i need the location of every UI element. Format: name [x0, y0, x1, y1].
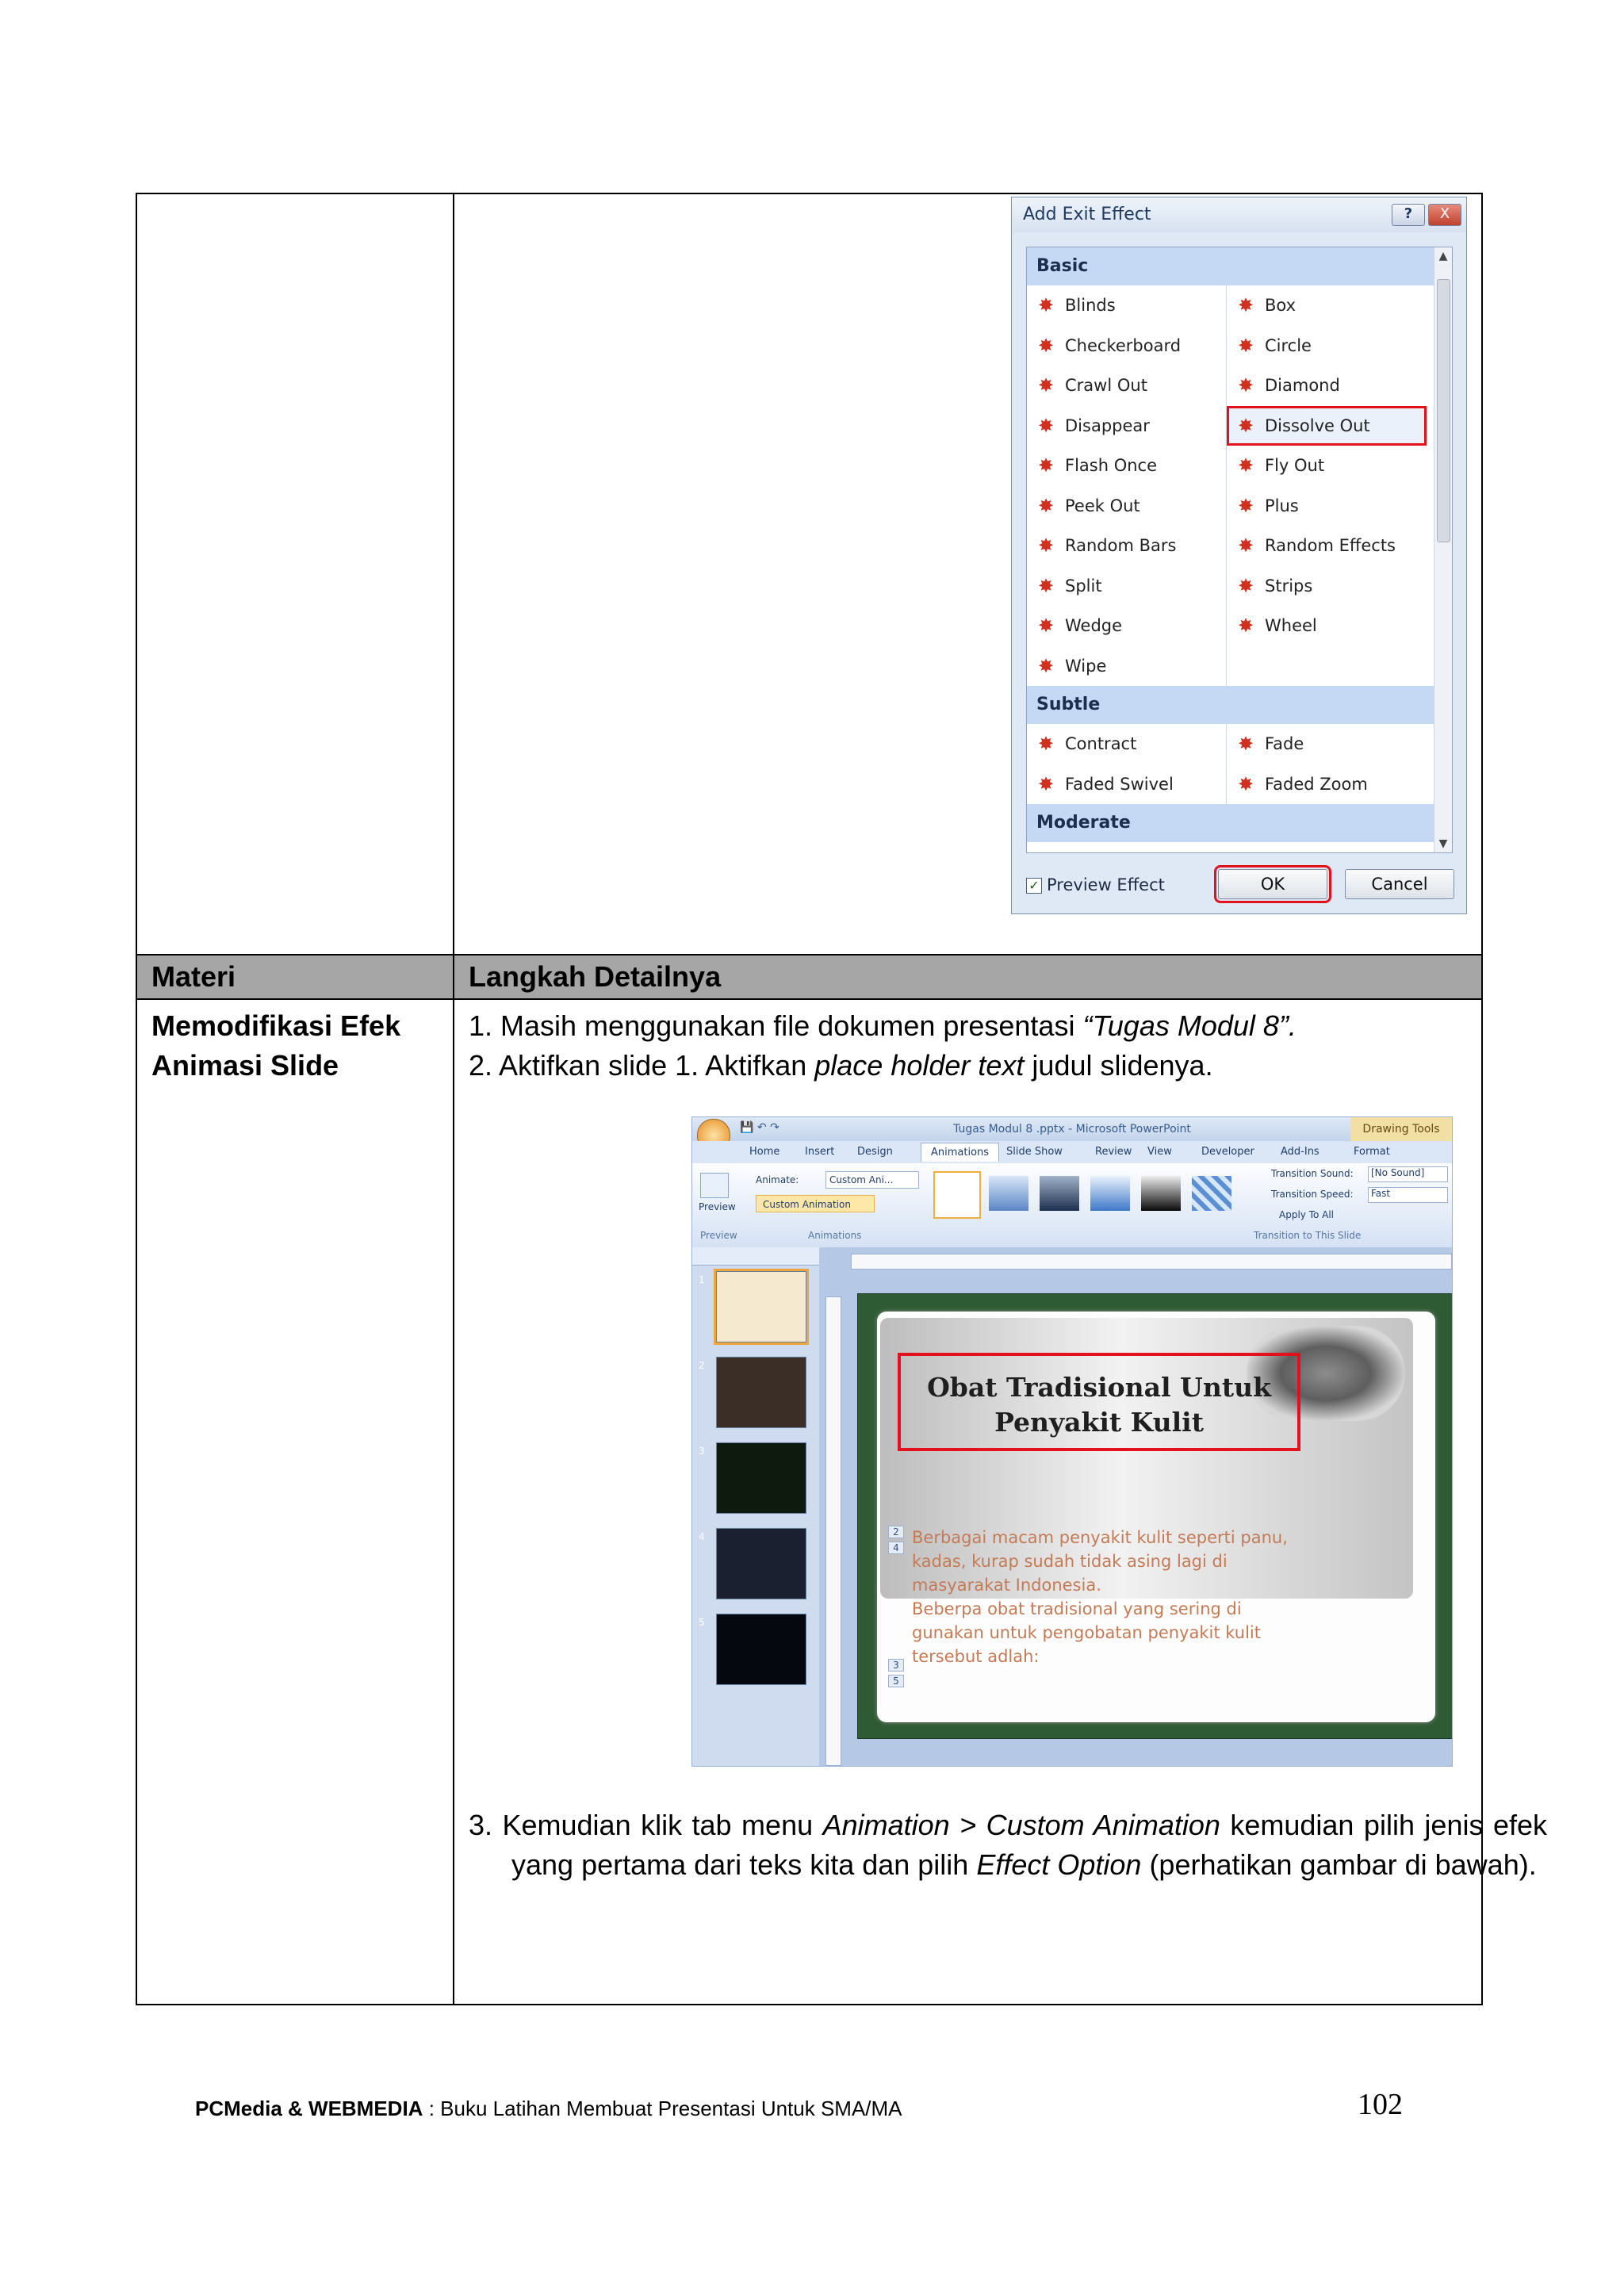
effect-label: Plus	[1265, 496, 1299, 515]
effect-label: Fly Out	[1265, 456, 1325, 476]
ribbon-tab[interactable]: Animations	[921, 1143, 999, 1162]
effect-star-icon: ✸	[1038, 454, 1055, 477]
preview-label[interactable]: Preview	[699, 1201, 736, 1212]
preview-effect-label: Preview Effect	[1047, 875, 1165, 894]
slide-number: 4	[699, 1531, 705, 1542]
effect-label: Wheel	[1265, 616, 1317, 636]
ribbon-tab[interactable]: Format	[1354, 1146, 1390, 1158]
effect-star-icon: ✸	[1238, 414, 1254, 437]
effect-star-icon: ✸	[1038, 574, 1055, 597]
effect-item[interactable]	[1027, 446, 1227, 486]
effect-star-icon: ✸	[1038, 615, 1055, 638]
effect-label: Crawl Out	[1065, 376, 1147, 396]
preview-icon[interactable]	[700, 1173, 729, 1198]
slide-number: 1	[699, 1274, 705, 1285]
dialog-footer	[1026, 864, 1455, 904]
slide-number: 3	[699, 1446, 705, 1457]
effect-star-icon: ✸	[1238, 294, 1254, 317]
powerpoint-screenshot	[691, 1116, 1453, 1767]
step-3-text-b: kemudian pilih jenis efek yang pertama dari teks kita dan pilih	[511, 1809, 1547, 1881]
transition-thumb[interactable]	[989, 1176, 1028, 1211]
transition-thumb[interactable]	[933, 1171, 981, 1219]
step-2-suffix: judul slidenya.	[1024, 1049, 1213, 1082]
close-button[interactable]: X	[1428, 204, 1461, 226]
scroll-thumb[interactable]	[1437, 279, 1450, 542]
effect-item[interactable]	[1027, 526, 1227, 566]
effect-label: Faded Zoom	[1265, 774, 1368, 794]
effect-star-icon: ✸	[1238, 733, 1254, 756]
effect-star-icon: ✸	[1238, 574, 1254, 597]
footer-brand: PCMedia & WEBMEDIA	[195, 2097, 423, 2120]
materi-title: Memodifikasi Efek Animasi Slide	[151, 1009, 401, 1082]
effect-label: Diamond	[1265, 376, 1340, 396]
effect-item[interactable]	[1027, 326, 1227, 366]
effect-item[interactable]	[1227, 724, 1427, 764]
effects-list[interactable]	[1026, 247, 1453, 853]
effect-item[interactable]	[1227, 764, 1427, 805]
vertical-ruler	[825, 1296, 841, 1766]
effect-label: Split	[1065, 576, 1102, 596]
effect-item	[1227, 646, 1427, 687]
group-transition-label: Transition to This Slide	[1254, 1230, 1362, 1241]
slide-body-line: gunakan untuk pengobatan penyakit kulit	[912, 1623, 1261, 1642]
effect-star-icon: ✸	[1238, 772, 1254, 795]
step-3-effect-option: Effect Option	[976, 1848, 1142, 1881]
animate-label: Animate:	[756, 1174, 799, 1185]
scroll-up-icon[interactable]: ▲	[1438, 250, 1448, 262]
custom-animation-button[interactable]: Custom Animation	[756, 1195, 875, 1212]
ribbon-tab[interactable]: Developer	[1201, 1146, 1254, 1158]
ribbon-tab[interactable]: View	[1147, 1146, 1172, 1158]
transition-thumb[interactable]	[1192, 1176, 1231, 1211]
step-3	[469, 1806, 1547, 1885]
category-header: Moderate	[1027, 804, 1434, 842]
quick-access-icons[interactable]: 💾 ↶ ↷	[740, 1121, 779, 1134]
page-number: 102	[1358, 2088, 1403, 2121]
add-exit-effect-dialog	[1011, 197, 1467, 914]
step-1-text: 1. Masih menggunakan file dokumen presentasi	[469, 1009, 1083, 1042]
help-button[interactable]: ?	[1392, 204, 1425, 226]
slide-body-line: Beberpa obat tradisional yang sering di	[912, 1599, 1242, 1618]
effect-star-icon: ✸	[1038, 374, 1055, 397]
effect-label: Dissolve Out	[1265, 416, 1370, 435]
effect-label: Blinds	[1065, 296, 1116, 316]
effect-label: Wedge	[1065, 616, 1123, 636]
table-cell	[136, 999, 454, 2005]
scroll-down-icon[interactable]: ▼	[1438, 837, 1448, 850]
ribbon-tab[interactable]: Slide Show	[1006, 1146, 1063, 1158]
effect-label: Contract	[1065, 734, 1137, 754]
anim-tag[interactable]: 4	[888, 1541, 904, 1554]
apply-to-all-button[interactable]: Apply To All	[1279, 1209, 1335, 1220]
step-2-em: place holder text	[814, 1049, 1025, 1082]
step-1-file: “Tugas Modul 8”.	[1082, 1009, 1297, 1042]
effect-item[interactable]	[1227, 285, 1427, 326]
step-1	[454, 1000, 1481, 1046]
step-2	[454, 1046, 1481, 1086]
anim-tag[interactable]: 3	[888, 1659, 904, 1672]
transition-thumb[interactable]	[1040, 1176, 1079, 1211]
checkbox-check-icon[interactable]: ✓	[1026, 878, 1042, 894]
effect-label: Circle	[1265, 335, 1312, 355]
effect-item[interactable]	[1227, 606, 1427, 646]
transition-sound-select[interactable]: [No Sound]	[1368, 1166, 1448, 1182]
effect-item[interactable]	[1227, 406, 1427, 446]
category-header: Basic	[1027, 247, 1434, 285]
pp-ribbon	[692, 1163, 1452, 1248]
step-3-text-c: (perhatikan gambar di bawah).	[1141, 1848, 1537, 1881]
slide-thumbnail[interactable]	[716, 1442, 806, 1514]
pp-titlebar	[692, 1117, 1452, 1141]
slide-content	[877, 1312, 1435, 1722]
header-materi: Materi	[136, 955, 454, 999]
step-3-text-a: 3. Kemudian klik tab menu	[469, 1809, 823, 1841]
step-3-menu-path: Animation > Custom Animation	[822, 1809, 1220, 1841]
effect-label: Checkerboard	[1065, 335, 1182, 355]
transition-sound-label: Transition Sound:	[1271, 1168, 1354, 1179]
effect-label: Random Bars	[1065, 536, 1177, 556]
current-slide	[857, 1293, 1453, 1739]
transition-speed-label: Transition Speed:	[1271, 1189, 1354, 1200]
table-cell	[136, 193, 454, 955]
slide-title-placeholder[interactable]: Obat Tradisional Untuk Penyakit Kulit	[901, 1356, 1297, 1448]
effect-star-icon: ✸	[1038, 334, 1055, 357]
ribbon-tab[interactable]: Insert	[805, 1146, 835, 1158]
slide-body-line: masyarakat Indonesia.	[912, 1576, 1101, 1595]
ribbon-tab[interactable]: Add-Ins	[1281, 1146, 1320, 1158]
ribbon-tab[interactable]: Home	[749, 1146, 780, 1158]
effect-star-icon: ✸	[1038, 534, 1055, 557]
effect-star-icon: ✸	[1038, 772, 1055, 795]
effect-label: Wipe	[1065, 656, 1107, 676]
effect-star-icon: ✸	[1038, 494, 1055, 517]
transition-thumb[interactable]	[1090, 1176, 1130, 1211]
slide-body-line: kadas, kurap sudah tidak asing lagi di	[912, 1552, 1228, 1571]
effect-star-icon: ✸	[1038, 414, 1055, 437]
anim-tag[interactable]: 2	[888, 1526, 904, 1538]
horizontal-ruler	[851, 1254, 1452, 1270]
animate-select[interactable]: Custom Ani...	[825, 1171, 919, 1189]
slide-number: 5	[699, 1617, 705, 1628]
slide-editor	[819, 1247, 1452, 1766]
effect-label: Disappear	[1065, 416, 1150, 435]
slides-pane	[692, 1247, 819, 1766]
slide-body-line: tersebut adlah:	[912, 1647, 1040, 1666]
dialog-title-buttons	[1388, 204, 1461, 226]
effect-grid	[1027, 724, 1434, 804]
effect-label: Flash Once	[1065, 456, 1158, 476]
effect-star-icon: ✸	[1038, 733, 1055, 756]
effect-star-icon: ✸	[1238, 334, 1254, 357]
group-animations-label: Animations	[808, 1230, 862, 1241]
group-preview-label: Preview	[700, 1230, 737, 1241]
effect-item[interactable]	[1027, 606, 1227, 646]
effect-grid	[1027, 285, 1434, 686]
effect-label: Peek Out	[1065, 496, 1140, 515]
footer-title: : Buku Latihan Membuat Presentasi Untuk SMA/MA	[423, 2097, 902, 2120]
step-2-text: 2. Aktifkan slide 1. Aktifkan	[469, 1049, 815, 1082]
effect-item[interactable]	[1027, 646, 1227, 687]
effect-item[interactable]	[1027, 366, 1227, 406]
slide-number: 2	[699, 1360, 705, 1371]
effects-container	[1027, 247, 1434, 842]
effect-item[interactable]	[1227, 486, 1427, 527]
ok-button[interactable]: OK	[1218, 869, 1327, 899]
effect-item[interactable]	[1027, 724, 1227, 764]
pp-window-title: Tugas Modul 8 .pptx - Microsoft PowerPoint	[953, 1123, 1191, 1136]
pp-ribbon-tabs	[692, 1141, 1452, 1163]
effects-scrollbar[interactable]	[1434, 247, 1452, 852]
effect-item[interactable]	[1227, 446, 1427, 486]
effect-item[interactable]	[1227, 366, 1427, 406]
effect-item[interactable]	[1027, 566, 1227, 607]
effect-star-icon: ✸	[1238, 454, 1254, 477]
page-footer	[195, 2097, 902, 2121]
slide-thumbnail[interactable]	[716, 1528, 806, 1599]
effect-item[interactable]	[1027, 764, 1227, 805]
effect-label: Random Effects	[1265, 536, 1396, 556]
effect-star-icon: ✸	[1038, 294, 1055, 317]
slide-body-text[interactable]	[912, 1526, 1356, 1668]
slide-thumbnail[interactable]	[716, 1614, 806, 1685]
effect-item[interactable]	[1027, 285, 1227, 326]
effect-item[interactable]	[1027, 406, 1227, 446]
effect-label: Strips	[1265, 576, 1313, 596]
ribbon-tab[interactable]: Review	[1095, 1146, 1132, 1158]
effect-label: Box	[1265, 296, 1297, 316]
effect-label: Faded Swivel	[1065, 774, 1174, 794]
effect-item[interactable]	[1027, 486, 1227, 527]
anim-tag[interactable]: 5	[888, 1675, 904, 1687]
effect-item[interactable]	[1227, 526, 1427, 566]
header-langkah: Langkah Detailnya	[454, 955, 1482, 999]
slides-pane-tabs[interactable]	[692, 1247, 819, 1266]
effect-item[interactable]	[1227, 566, 1427, 607]
effect-star-icon: ✸	[1238, 534, 1254, 557]
transition-speed-select[interactable]: Fast	[1368, 1187, 1448, 1203]
transition-thumb[interactable]	[1141, 1176, 1181, 1211]
category-header: Subtle	[1027, 686, 1434, 724]
cancel-button[interactable]: Cancel	[1345, 869, 1454, 899]
slide-body-line: Berbagai macam penyakit kulit seperti panu,	[912, 1528, 1288, 1547]
drawing-tools-label: Drawing Tools	[1350, 1117, 1452, 1141]
effect-star-icon: ✸	[1238, 374, 1254, 397]
preview-effect-checkbox[interactable]	[1026, 875, 1165, 894]
effect-item[interactable]	[1227, 326, 1427, 366]
effect-label: Fade	[1265, 734, 1304, 754]
ribbon-tab[interactable]: Design	[857, 1146, 893, 1158]
transition-gallery[interactable]	[930, 1170, 1255, 1217]
effect-star-icon: ✸	[1238, 494, 1254, 517]
dialog-title: Add Exit Effect	[1012, 197, 1466, 232]
table-header-row	[136, 955, 1482, 999]
slide-thumbnail[interactable]	[716, 1271, 806, 1342]
effect-star-icon: ✸	[1038, 654, 1055, 677]
slide-thumbnail[interactable]	[716, 1357, 806, 1428]
effect-star-icon: ✸	[1238, 615, 1254, 638]
